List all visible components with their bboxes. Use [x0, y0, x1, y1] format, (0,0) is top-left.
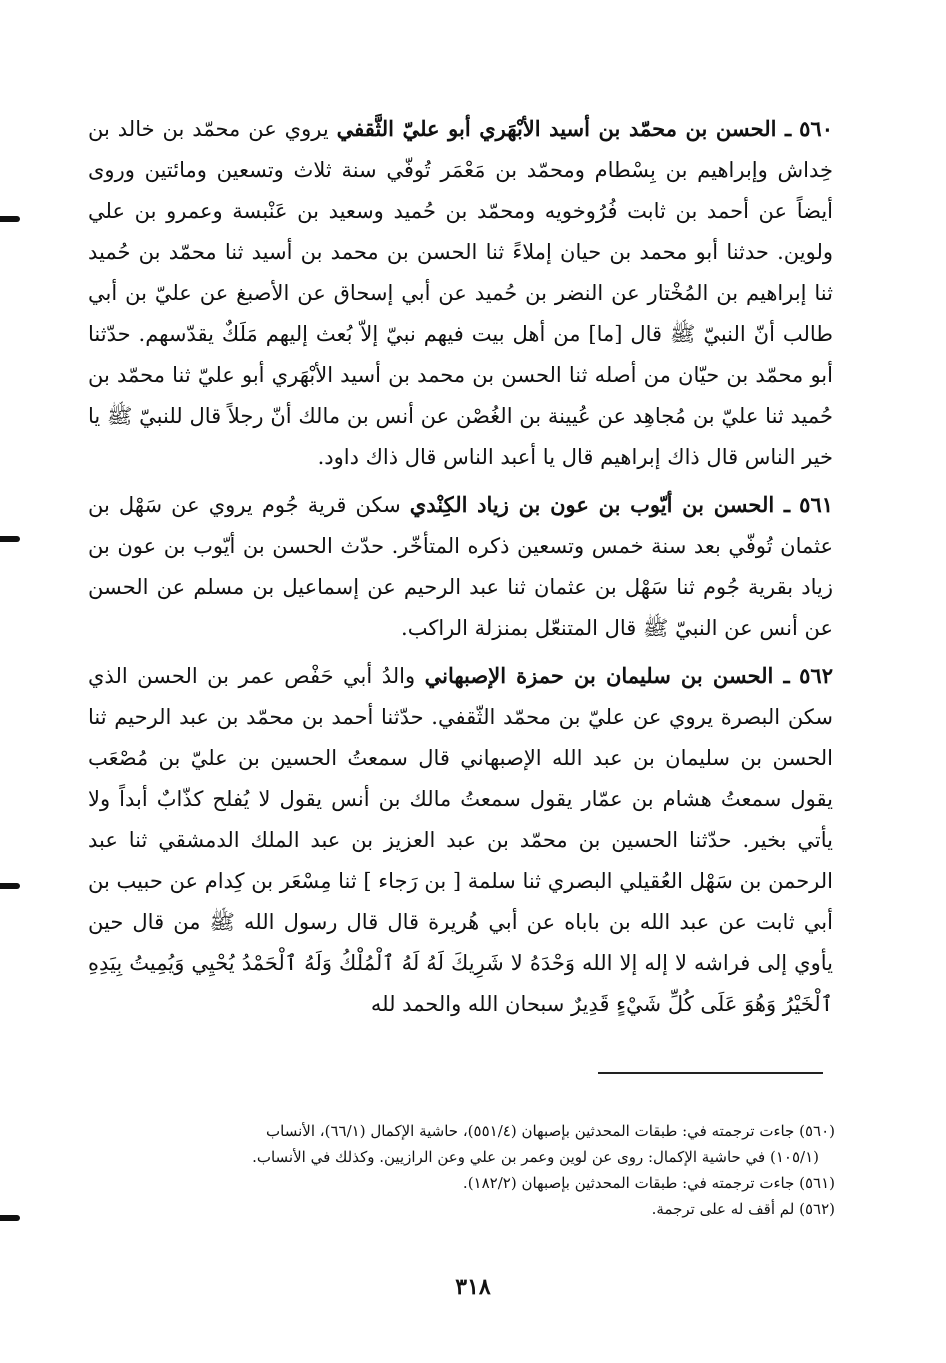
- entry-text: والدُ أبي حَفْص عمر بن الحسن الذي سكن البصرة يروي عن عليّ بن محمّد الثّقفي. حدّثنا أحمد بن محمّد بن عبد الرحيم ثنا الحسن بن سليمان بن عبد الله الإصبهاني قال سمعتُ الحسين بن عليّ بن مُصْعَب يقول سمعتُ هشام بن عمّار يقول سمعتُ مالك بن أنس يقول لا يُفلح كذّابٌ أبداً ولا يأتي بخير. حدّثنا الحسين بن محمّد بن عبد العزيز بن عبد الملك الدمشقي ثنا عبد الرحمن بن سَهْل العُقيلي البصري ثنا سلمة [ بن رَجاء ] ثنا مِسْعَر بن كِدام عن حبيب بن أبي ثابت عن عبد الله بن باباه عن أبي هُريرة قال قال رسول الله ﷺ من قال حين يأوي إلى فراشه لا إله إلا الله وَحْدَهُ لا شَرِيكَ لَهُ لَهُ ٱلْمُلْكُ وَلَهُ ٱلْحَمْدُ يُحْيِي وَيُمِيتُ بِيَدِهِ ٱلْخَيْرُ وَهُوَ عَلَى كُلِّ شَيْءٍ قَدِيرٌ سبحان الله والحمد لله: [88, 664, 833, 1016]
- scan-edge-mark: [0, 216, 20, 222]
- footnote-line: (٥٦١) جاءت ترجمته في: طبقات المحدثين بإصبهان (١٨٢/٢).: [462, 1174, 835, 1192]
- entry-number: ٥٦٠: [799, 116, 833, 141]
- entry-name: الحسن بن أيّوب بن عون بن زياد الكِنْدي: [409, 492, 775, 517]
- footnote-line: (٥٦٠) جاءت ترجمته في: طبقات المحدثين بإصبهان (٥٥١/٤)، حاشية الإكمال (٦٦/١)، الأنساب: [266, 1122, 835, 1140]
- entry-paragraph: ٥٦٠ ـ الحسن بن محمّد بن أسيد الأبْهَري أبو عليّ الثَّقفي يروي عن محمّد بن خالد بن خِداش وإبراهيم بن بِسْطام ومحمّد بن مَعْمَر تُوفّي سنة ثلاث وتسعين ومائتين وروى أيضاً عن أحمد بن ثابت فُرُوخويه ومحمّد بن حُميد وسعيد بن عَنْبسة وعمرو بن علي ولوين. حدثنا أبو محمد بن حيان إملاءً ثنا الحسن بن محمد بن أسيد ثنا محمّد بن حُميد ثنا إبراهيم بن المُخْتار عن النضر بن حُميد عن أبي إسحاق عن الأصبغ عن عليّ بن أبي طالب أنّ النبيّ ﷺ قال [ما] من أهل بيت فيهم نبيّ إلاّ بُعث إليهم مَلَكٌ يقدّسهم. حدّثنا أبو محمّد بن حيّان من أصله ثنا الحسن بن محمد بن أسيد الأبْهَري أبو عليّ ثنا محمّد بن حُميد ثنا عليّ بن مُجاهِد عن عُيينة بن الغُصْن عن أنس بن مالك أنّ رجلاً قال للنبيّ ﷺ يا خير الناس قال ذاك إبراهيم قال يا أعبد الناس قال ذاك داود.: [88, 116, 833, 469]
- footnote-line: (١٠٥/١) في حاشية الإكمال: روى عن لوين وعمر بن علي وعن الرازيين. وكذلك في الأنساب.: [252, 1148, 819, 1166]
- footnote-line: (٥٦٢) لم أقف له على ترجمة.: [651, 1200, 835, 1218]
- entry-number: ٥٦٢: [799, 663, 833, 688]
- footnote-separator: [598, 1072, 823, 1074]
- entry-paragraph: ٥٦٢ ـ الحسن بن سليمان بن حمزة الإصبهاني والدُ أبي حَفْص عمر بن الحسن الذي سكن البصرة يروي عن عليّ بن محمّد الثّقفي. حدّثنا أحمد بن محمّد بن عبد الرحيم ثنا الحسن بن سليمان بن عبد الله الإصبهاني قال سمعتُ الحسين بن عليّ بن مُصْعَب يقول سمعتُ هشام بن عمّار يقول سمعتُ مالك بن أنس يقول لا يُفلح كذّابٌ أبداً ولا يأتي بخير. حدّثنا الحسين بن محمّد بن عبد العزيز بن عبد الملك الدمشقي ثنا عبد الرحمن بن سَهْل العُقيلي البصري ثنا سلمة [ بن رَجاء ] ثنا مِسْعَر بن كِدام عن حبيب بن أبي ثابت عن عبد الله بن باباه عن أبي هُريرة قال قال رسول الله ﷺ من قال حين يأوي إلى فراشه لا إله إلا الله وَحْدَهُ لا شَرِيكَ لَهُ لَهُ ٱلْمُلْكُ وَلَهُ ٱلْحَمْدُ يُحْيِي وَيُمِيتُ بِيَدِهِ ٱلْخَيْرُ وَهُوَ عَلَى كُلِّ شَيْءٍ قَدِيرٌ سبحان الله والحمد لله: [88, 663, 833, 1016]
- entry-name: الحسن بن سليمان بن حمزة الإصبهاني: [424, 663, 774, 688]
- entry-number: ٥٦١: [799, 492, 834, 517]
- footnotes: [100, 1118, 835, 1222]
- biography-entry: [88, 108, 833, 478]
- scan-edge-mark: [0, 1215, 20, 1221]
- scan-edge-mark: [0, 536, 20, 542]
- biography-entry: [88, 655, 833, 1025]
- entry-text: سكن قرية جُوم يروي عن سَهْل بن عثمان تُوفّي بعد سنة خمس وتسعين ذكره المتأخّر. حدّث الحسن بن أيّوب بن عون بن زياد بقرية جُوم ثنا سَهْل بن عثمان ثنا عبد الرحيم عن إسماعيل بن مسلم عن الحسن عن أنس عن النبيّ ﷺ قال المتنعّل بمنزلة الراكب.: [88, 493, 833, 640]
- entry-text: يروي عن محمّد بن خالد بن خِداش وإبراهيم بن بِسْطام ومحمّد بن مَعْمَر تُوفّي سنة ثلاث وتسعين ومائتين وروى أيضاً عن أحمد بن ثابت فُرُوخويه ومحمّد بن حُميد وسعيد بن عَنْبسة وعمرو بن علي ولوين. حدثنا أبو محمد بن حيان إملاءً ثنا الحسن بن محمد بن أسيد ثنا محمّد بن حُميد ثنا إبراهيم بن المُخْتار عن النضر بن حُميد عن أبي إسحاق عن الأصبغ عن عليّ بن أبي طالب أنّ النبيّ ﷺ قال [ما] من أهل بيت فيهم نبيّ إلاّ بُعث إليهم مَلَكٌ يقدّسهم. حدّثنا أبو محمّد بن حيّان من أصله ثنا الحسن بن محمد بن أسيد الأبْهَري أبو عليّ ثنا محمّد بن حُميد ثنا عليّ بن مُجاهِد عن عُيينة بن الغُصْن عن أنس بن مالك أنّ رجلاً قال للنبيّ ﷺ يا خير الناس قال ذاك إبراهيم قال يا أعبد الناس قال ذاك داود.: [88, 117, 833, 469]
- scan-edge-mark: [0, 883, 20, 889]
- main-text: [88, 108, 833, 1031]
- entry-name: الحسن بن محمّد بن أسيد الأبْهَري أبو عليّ الثَّقفي: [336, 116, 777, 141]
- biography-entry: [88, 484, 833, 649]
- page-number: ٣١٨: [455, 1274, 491, 1300]
- entry-paragraph: ٥٦١ ـ الحسن بن أيّوب بن عون بن زياد الكِنْدي سكن قرية جُوم يروي عن سَهْل بن عثمان تُوفّي بعد سنة خمس وتسعين ذكره المتأخّر. حدّث الحسن بن أيّوب بن عون بن زياد بقرية جُوم ثنا سَهْل بن عثمان ثنا عبد الرحيم عن إسماعيل بن مسلم عن الحسن عن أنس عن النبيّ ﷺ قال المتنعّل بمنزلة الراكب.: [88, 492, 834, 640]
